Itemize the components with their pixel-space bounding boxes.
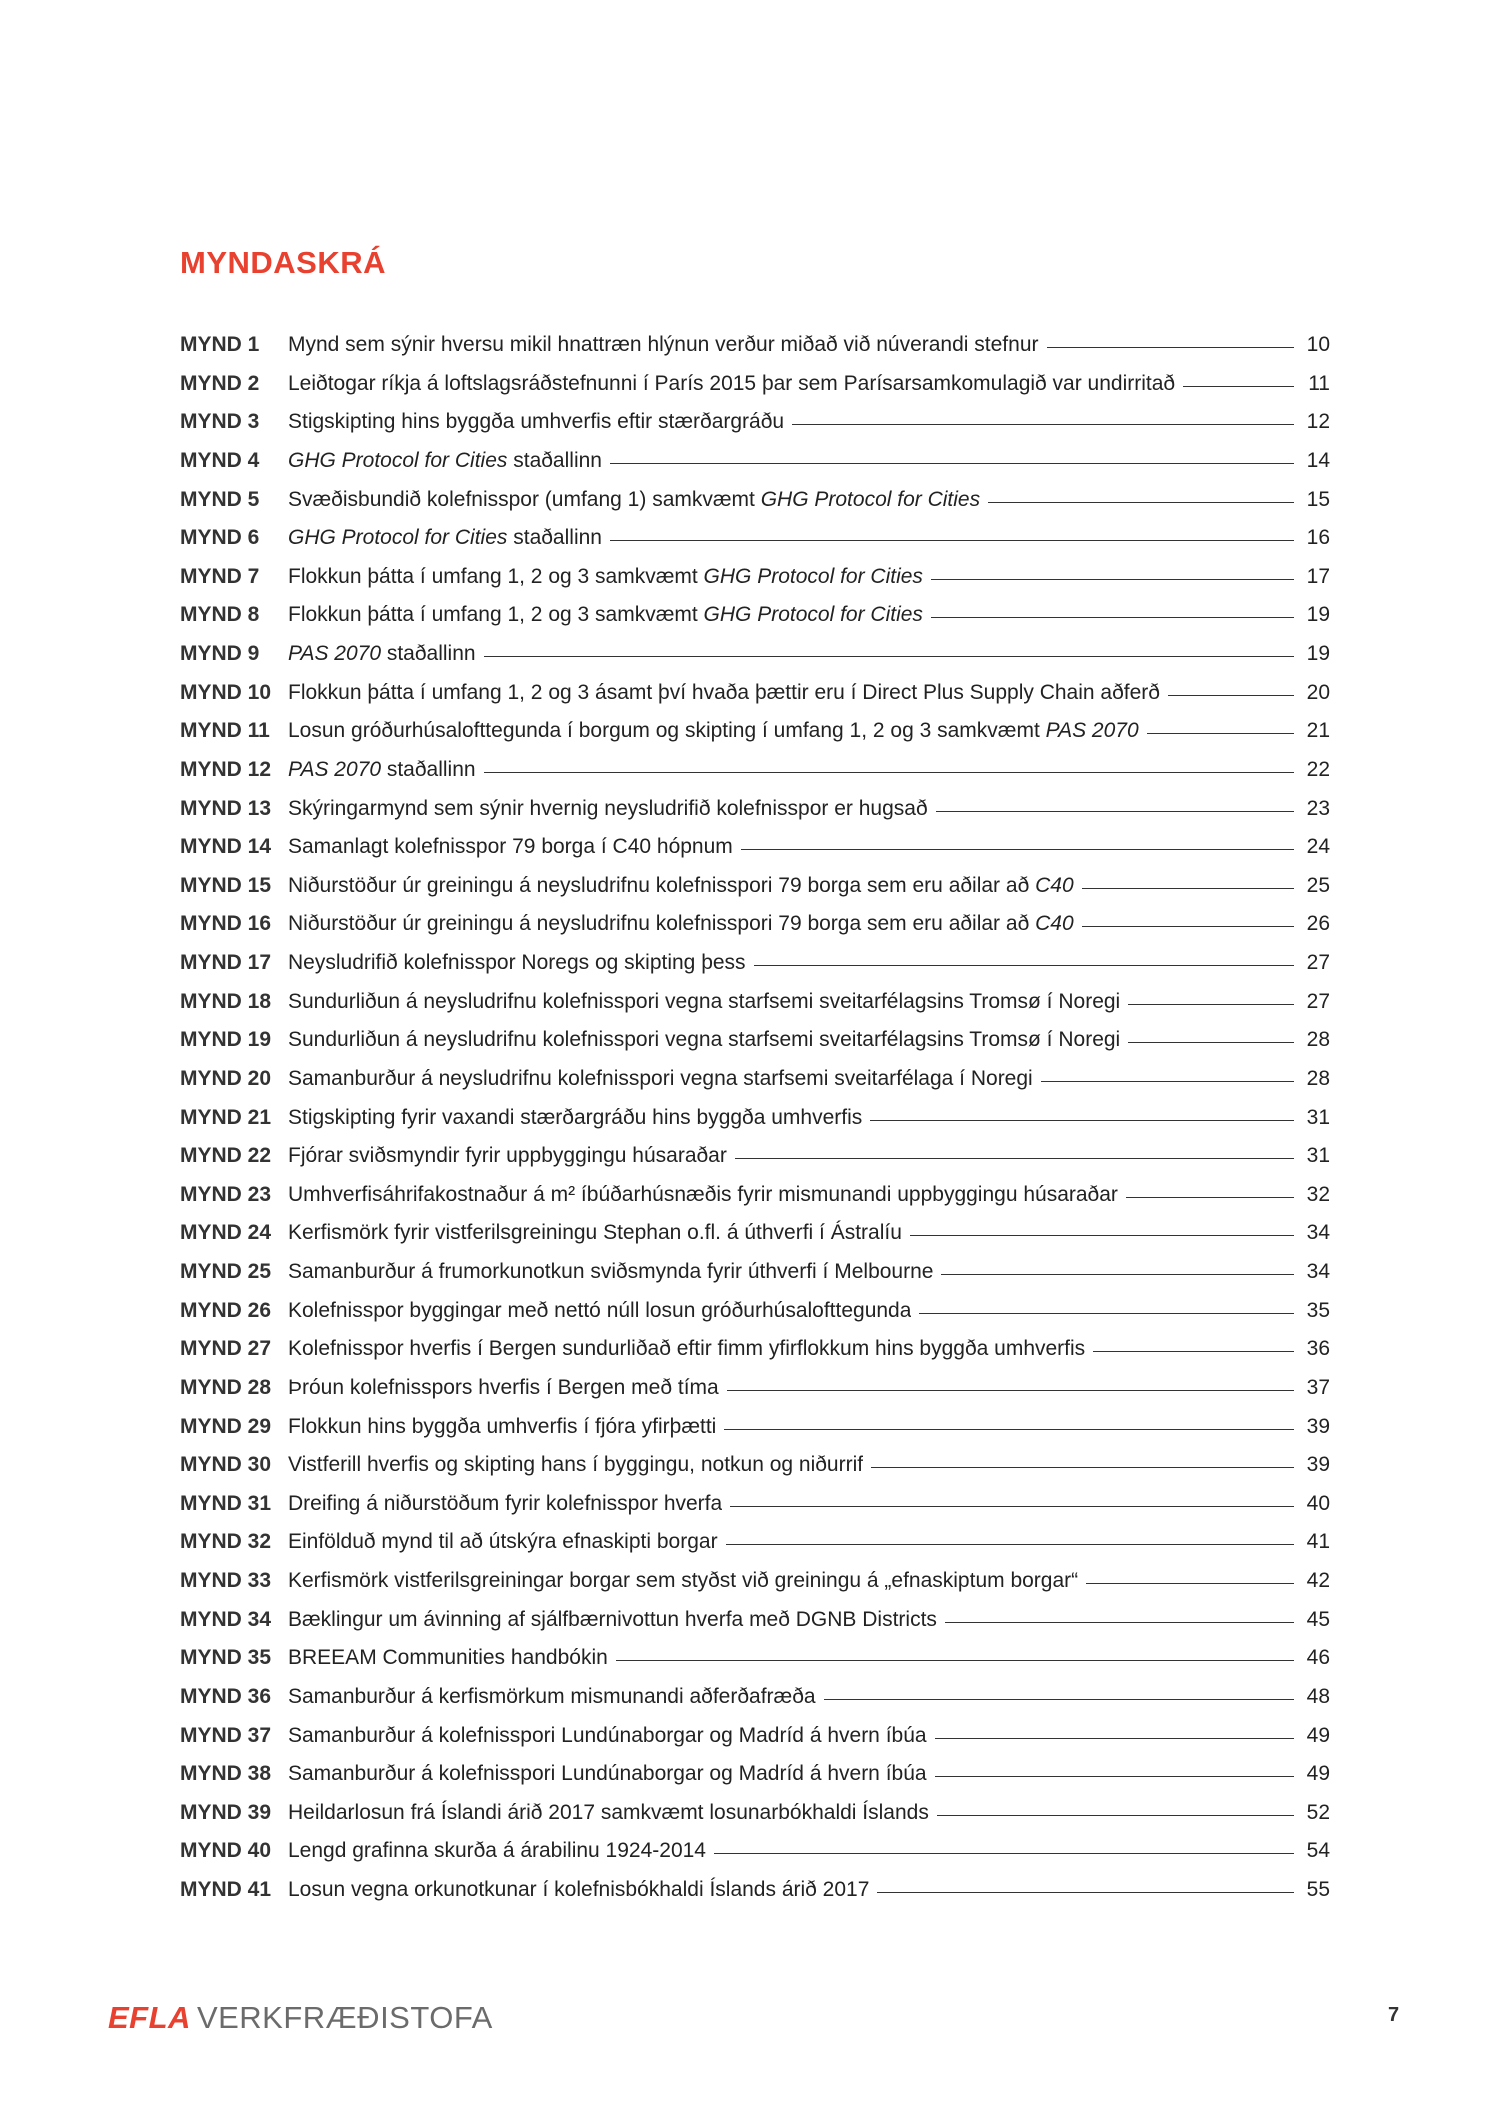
figure-page-number: 11	[1308, 371, 1330, 395]
figure-caption	[288, 1298, 911, 1324]
figure-caption	[288, 1800, 929, 1826]
toc-entry[interactable]	[180, 487, 1330, 526]
figure-page-number: 54	[1306, 1839, 1330, 1863]
logo-subtitle: VERKFRÆÐISTOFA	[196, 2000, 493, 2035]
caption-part: Kerfismörk vistferilsgreiningar borgar sem styðst við greiningu á „efnaskiptum borgar“	[288, 1569, 1079, 1592]
caption-part: Þróun kolefnisspors hverfis í Bergen með tíma	[288, 1375, 719, 1399]
toc-entry[interactable]	[180, 602, 1330, 641]
leader-line	[1086, 1583, 1294, 1584]
caption-part: Flokkun þátta í umfang 1, 2 og 3 samkvæmt	[288, 564, 704, 588]
leader-line	[1047, 347, 1295, 348]
figure-caption	[288, 1568, 1078, 1594]
figure-label: MYND 10	[180, 680, 272, 704]
figure-label: MYND 26	[180, 1298, 272, 1322]
leader-line	[1082, 926, 1294, 927]
caption-part: Losun vegna orkunotkunar í kolefnisbókhaldi Íslands árið 2017	[288, 1878, 870, 1901]
toc-entry[interactable]	[180, 1182, 1330, 1221]
leader-line	[741, 849, 1294, 850]
leader-line	[484, 656, 1294, 657]
caption-part: Leiðtogar ríkja á loftslagsráðstefnunni í París 2015 þar sem Parísarsamkomulagið var undirritað	[288, 371, 1176, 395]
figure-caption	[288, 1838, 706, 1864]
toc-entry[interactable]	[180, 1838, 1330, 1877]
caption-part: Niðurstöður úr greiningu á neysludrifnu kolefnisspori 79 borga sem eru aðilar að	[288, 873, 1036, 897]
toc-entry[interactable]	[180, 1645, 1330, 1684]
toc-entry[interactable]	[180, 332, 1330, 371]
leader-line	[724, 1429, 1294, 1430]
caption-part: Flokkun hins byggða umhverfis í fjóra yfirþætti	[288, 1414, 717, 1438]
figure-label: MYND 2	[180, 371, 260, 395]
leader-line	[936, 811, 1294, 812]
figure-label: MYND 14	[180, 835, 272, 859]
caption-part: Umhverfisáhrifakostnaður á m² íbúðarhúsnæðis fyrir mismunandi uppbyggingu húsaraðar	[288, 1182, 1118, 1206]
figure-caption	[288, 332, 1039, 358]
figure-page-number: 37	[1306, 1375, 1330, 1399]
figure-caption	[288, 1105, 862, 1131]
toc-entry[interactable]	[180, 1761, 1330, 1800]
logo-brand: EFLA	[108, 2000, 191, 2035]
toc-entry[interactable]	[180, 1414, 1330, 1453]
figure-page-number: 48	[1306, 1684, 1330, 1708]
toc-entry[interactable]	[180, 1800, 1330, 1839]
caption-italic-part: PAS 2070	[288, 757, 382, 781]
figure-page-number: 41	[1306, 1530, 1330, 1554]
leader-line	[931, 617, 1294, 618]
figure-page-number: 25	[1306, 873, 1330, 897]
figure-caption	[288, 409, 784, 435]
caption-part: Heildarlosun frá Íslandi árið 2017 samkvæmt losunarbókhaldi Íslands	[288, 1800, 929, 1824]
figure-label: MYND 6	[180, 526, 260, 550]
toc-entry[interactable]	[180, 1568, 1330, 1607]
figure-label: MYND 40	[180, 1839, 272, 1863]
toc-entry[interactable]	[180, 448, 1330, 487]
figure-label: MYND 9	[180, 642, 260, 665]
page-title: MYNDASKRÁ	[180, 245, 386, 280]
figure-page-number: 12	[1306, 410, 1330, 434]
toc-entry[interactable]	[180, 1491, 1330, 1530]
figure-caption	[288, 1375, 719, 1401]
toc-entry[interactable]	[180, 1105, 1330, 1144]
figure-caption	[288, 757, 476, 783]
figure-label: MYND 41	[180, 1878, 272, 1901]
figure-caption	[288, 1027, 1120, 1053]
leader-line	[484, 772, 1294, 773]
figure-label: MYND 30	[180, 1453, 272, 1477]
toc-entry[interactable]	[180, 950, 1330, 989]
figure-label: MYND 32	[180, 1530, 272, 1554]
company-logo	[108, 2000, 493, 2036]
caption-italic-part: C40	[1035, 912, 1074, 936]
leader-line	[910, 1235, 1294, 1236]
figure-label: MYND 33	[180, 1569, 272, 1592]
toc-entry[interactable]	[180, 680, 1330, 719]
toc-entry[interactable]	[180, 371, 1330, 410]
caption-part: staðallinn	[507, 448, 602, 472]
figure-label: MYND 1	[180, 333, 260, 356]
leader-line	[931, 579, 1294, 580]
figure-label: MYND 13	[180, 796, 272, 820]
figure-caption	[288, 1259, 933, 1285]
figure-label: MYND 24	[180, 1221, 272, 1245]
toc-entry[interactable]	[180, 1723, 1330, 1762]
leader-line	[1168, 695, 1294, 696]
caption-part: Kolefnisspor byggingar með nettó núll losun gróðurhúsalofttegunda	[288, 1298, 912, 1322]
caption-italic-part: GHG Protocol for Cities	[760, 487, 981, 511]
figure-page-number: 15	[1306, 487, 1330, 511]
leader-line	[610, 540, 1294, 541]
figure-page-number: 14	[1306, 448, 1330, 472]
figure-caption	[288, 1066, 1033, 1092]
toc-entry[interactable]	[180, 409, 1330, 448]
figure-page-number: 36	[1306, 1337, 1330, 1361]
figure-caption	[288, 911, 1074, 937]
figure-label: MYND 16	[180, 912, 272, 936]
figure-page-number: 17	[1306, 564, 1330, 588]
figure-page-number: 55	[1306, 1878, 1330, 1901]
figure-label: MYND 37	[180, 1723, 272, 1747]
leader-line	[988, 502, 1294, 503]
figure-page-number: 52	[1306, 1800, 1330, 1824]
figure-label: MYND 34	[180, 1607, 272, 1631]
caption-part: Sundurliðun á neysludrifnu kolefnisspori vegna starfsemi sveitarfélagsins Tromsø í Noregi	[288, 989, 1121, 1013]
figure-caption	[288, 371, 1175, 397]
figure-caption	[288, 989, 1120, 1015]
figure-label: MYND 36	[180, 1684, 272, 1708]
caption-part: Neysludrifið kolefnisspor Noregs og skipting þess	[288, 951, 746, 974]
leader-line	[1183, 386, 1294, 387]
figure-label: MYND 5	[180, 487, 260, 511]
figure-label: MYND 7	[180, 564, 260, 588]
toc-entry[interactable]	[180, 989, 1330, 1028]
figure-caption	[288, 1143, 727, 1169]
caption-italic-part: PAS 2070	[288, 642, 382, 665]
caption-part: Lengd grafinna skurða á árabilinu 1924-2014	[288, 1839, 706, 1863]
caption-part: Mynd sem sýnir hversu mikil hnattræn hlýnun verður miðað við núverandi stefnur	[288, 333, 1039, 356]
figure-caption	[288, 1607, 937, 1633]
figure-page-number: 39	[1306, 1453, 1330, 1477]
figure-page-number: 26	[1306, 912, 1330, 936]
leader-line	[714, 1853, 1294, 1854]
toc-entry[interactable]	[180, 1452, 1330, 1491]
caption-part: Samanlagt kolefnisspor 79 borga í C40 hópnum	[288, 835, 733, 859]
figure-label: MYND 12	[180, 757, 272, 781]
toc-entry[interactable]	[180, 873, 1330, 912]
figure-page-number: 24	[1306, 835, 1330, 859]
caption-part: Kerfismörk fyrir vistferilsgreiningu Stephan o.fl. á úthverfi í Ástralíu	[288, 1221, 902, 1245]
leader-line	[824, 1699, 1294, 1700]
toc-entry[interactable]	[180, 641, 1330, 680]
toc-entry[interactable]	[180, 564, 1330, 603]
figure-page-number: 21	[1306, 719, 1330, 743]
leader-line	[1128, 1004, 1294, 1005]
figure-page-number: 45	[1306, 1607, 1330, 1631]
caption-italic-part: C40	[1035, 873, 1074, 897]
toc-entry[interactable]	[180, 1336, 1330, 1375]
figure-label: MYND 19	[180, 1028, 272, 1052]
figure-label: MYND 27	[180, 1337, 272, 1361]
leader-line	[1126, 1197, 1294, 1198]
figure-page-number: 31	[1306, 1144, 1330, 1168]
figure-caption	[288, 602, 923, 628]
caption-italic-part: GHG Protocol for Cities	[703, 564, 923, 588]
figure-page-number: 49	[1306, 1723, 1330, 1747]
leader-line	[730, 1506, 1294, 1507]
figure-page-number: 40	[1306, 1491, 1330, 1515]
figure-caption	[288, 448, 602, 474]
caption-part: Fjórar sviðsmyndir fyrir uppbyggingu húsaraðar	[288, 1144, 727, 1168]
toc-entry[interactable]	[180, 911, 1330, 950]
figure-label: MYND 29	[180, 1414, 272, 1438]
figure-caption	[288, 1491, 722, 1517]
figure-page-number: 39	[1306, 1414, 1330, 1438]
figure-caption	[288, 1684, 816, 1710]
figure-label: MYND 8	[180, 603, 260, 627]
leader-line	[616, 1660, 1294, 1661]
caption-part: Vistferill hverfis og skipting hans í byggingu, notkun og niðurrif	[288, 1453, 864, 1477]
caption-part: Samanburður á kolefnisspori Lundúnaborgar og Madríd á hvern íbúa	[288, 1723, 927, 1747]
toc-entry[interactable]	[180, 525, 1330, 564]
figure-caption	[288, 564, 923, 590]
figure-label: MYND 3	[180, 410, 260, 434]
figure-label: MYND 25	[180, 1260, 272, 1283]
page-number: 7	[1388, 2004, 1400, 2026]
leader-line	[941, 1274, 1294, 1275]
toc-entry[interactable]	[180, 1684, 1330, 1723]
caption-part: Samanburður á neysludrifnu kolefnisspori vegna starfsemi sveitarfélaga í Noregi	[288, 1066, 1033, 1090]
figure-page-number: 32	[1306, 1182, 1330, 1206]
figure-caption	[288, 641, 476, 667]
figure-caption	[288, 1220, 902, 1246]
figure-label: MYND 20	[180, 1066, 272, 1090]
caption-part: Stigskipting fyrir vaxandi stærðargráðu hins byggða umhverfis	[288, 1105, 863, 1129]
figure-page-number: 28	[1306, 1028, 1330, 1052]
figure-caption	[288, 1645, 608, 1671]
leader-line	[726, 1544, 1294, 1545]
toc-entry[interactable]	[180, 796, 1330, 835]
figure-caption	[288, 1529, 718, 1555]
figure-label: MYND 22	[180, 1144, 272, 1168]
toc-entry[interactable]	[180, 1607, 1330, 1646]
figure-page-number: 49	[1306, 1762, 1330, 1786]
toc-entry[interactable]	[180, 1220, 1330, 1259]
figure-caption	[288, 487, 980, 513]
figure-label: MYND 38	[180, 1762, 272, 1786]
caption-part: Bæklingur um ávinning af sjálfbærnivottun hverfa með DGNB Districts	[288, 1607, 937, 1631]
caption-italic-part: PAS 2070	[1045, 719, 1139, 743]
figure-caption	[288, 1182, 1118, 1208]
caption-part: Sundurliðun á neysludrifnu kolefnisspori vegna starfsemi sveitarfélagsins Tromsø í Noregi	[288, 1028, 1121, 1052]
toc-entry[interactable]	[180, 834, 1330, 873]
toc-entry[interactable]	[180, 1143, 1330, 1182]
figure-page-number: 20	[1306, 680, 1330, 704]
figure-caption	[288, 796, 928, 822]
toc-entry[interactable]	[180, 757, 1330, 796]
caption-part: staðallinn	[381, 757, 476, 781]
figure-label: MYND 18	[180, 989, 272, 1013]
caption-part: Samanburður á frumorkunotkun sviðsmynda fyrir úthverfi í Melbourne	[288, 1260, 934, 1283]
toc-entry[interactable]	[180, 1027, 1330, 1066]
leader-line	[945, 1622, 1294, 1623]
figure-page-number: 19	[1306, 603, 1330, 627]
figure-label: MYND 11	[180, 719, 270, 743]
leader-line	[919, 1313, 1294, 1314]
figure-label: MYND 35	[180, 1646, 272, 1670]
figure-caption	[288, 1452, 863, 1478]
figure-caption	[288, 834, 733, 860]
figure-caption	[288, 525, 602, 551]
caption-part: Stigskipting hins byggða umhverfis eftir stærðargráðu	[288, 410, 785, 434]
toc-entry[interactable]	[180, 1877, 1330, 1916]
leader-line	[792, 424, 1294, 425]
caption-part: Samanburður á kolefnisspori Lundúnaborgar og Madríd á hvern íbúa	[288, 1762, 927, 1786]
leader-line	[937, 1815, 1294, 1816]
leader-line	[754, 965, 1294, 966]
caption-part: staðallinn	[381, 642, 476, 665]
figure-page-number: 16	[1306, 526, 1330, 550]
leader-line	[1082, 888, 1294, 889]
caption-part: Svæðisbundið kolefnisspor (umfang 1) samkvæmt	[288, 487, 761, 511]
figure-page-number: 46	[1306, 1646, 1330, 1670]
leader-line	[1093, 1351, 1294, 1352]
toc-entry[interactable]	[180, 1529, 1330, 1568]
caption-part: BREEAM Communities handbókin	[288, 1646, 608, 1670]
caption-part: staðallinn	[507, 526, 602, 550]
figure-page-number: 42	[1306, 1569, 1330, 1592]
caption-part: Niðurstöður úr greiningu á neysludrifnu kolefnisspori 79 borga sem eru aðilar að	[288, 912, 1036, 936]
figure-page-number: 34	[1306, 1221, 1330, 1245]
caption-italic-part: GHG Protocol for Cities	[288, 448, 508, 472]
figure-caption	[288, 1336, 1085, 1362]
leader-line	[877, 1892, 1294, 1893]
figure-page-number: 34	[1306, 1260, 1330, 1283]
figure-label: MYND 15	[180, 873, 272, 897]
toc-entry[interactable]	[180, 1066, 1330, 1105]
figure-caption	[288, 680, 1160, 706]
figure-page-number: 23	[1306, 796, 1330, 820]
caption-part: Einfölduð mynd til að útskýra efnaskipti borgar	[288, 1530, 718, 1554]
leader-line	[935, 1738, 1294, 1739]
figure-page-number: 28	[1306, 1066, 1330, 1090]
leader-line	[727, 1390, 1294, 1391]
caption-part: Flokkun þátta í umfang 1, 2 og 3 samkvæmt	[288, 603, 704, 627]
figure-caption	[288, 718, 1139, 744]
caption-part: Kolefnisspor hverfis í Bergen sundurliðað eftir fimm yfirflokkum hins byggða umhverfis	[288, 1337, 1086, 1361]
figure-page-number: 22	[1306, 757, 1330, 781]
figure-label: MYND 28	[180, 1375, 272, 1399]
figure-page-number: 10	[1306, 333, 1330, 356]
caption-part: Samanburður á kerfismörkum mismunandi aðferðafræða	[288, 1684, 816, 1708]
figure-list	[180, 332, 1330, 1916]
figure-page-number: 27	[1306, 951, 1330, 974]
figure-label: MYND 21	[180, 1105, 272, 1129]
figure-label: MYND 23	[180, 1182, 272, 1206]
figure-page-number: 31	[1306, 1105, 1330, 1129]
caption-italic-part: GHG Protocol for Cities	[288, 526, 508, 550]
toc-entry[interactable]	[180, 1259, 1330, 1298]
caption-part: Flokkun þátta í umfang 1, 2 og 3 ásamt því hvaða þættir eru í Direct Plus Supply Chain aðferð	[288, 680, 1160, 704]
figure-caption	[288, 1761, 927, 1787]
figure-label: MYND 31	[180, 1491, 272, 1515]
leader-line	[1147, 733, 1294, 734]
leader-line	[1128, 1042, 1294, 1043]
figure-caption	[288, 1414, 716, 1440]
leader-line	[870, 1120, 1294, 1121]
caption-part: Skýringarmynd sem sýnir hvernig neysludrifið kolefnisspor er hugsað	[288, 796, 928, 820]
figure-caption	[288, 1723, 927, 1749]
figure-label: MYND 39	[180, 1800, 272, 1824]
leader-line	[735, 1158, 1294, 1159]
toc-entry[interactable]	[180, 1375, 1330, 1414]
figure-page-number: 19	[1306, 642, 1330, 665]
leader-line	[871, 1467, 1294, 1468]
figure-page-number: 27	[1306, 989, 1330, 1013]
leader-line	[610, 463, 1294, 464]
figure-caption	[288, 1877, 869, 1903]
toc-entry[interactable]	[180, 718, 1330, 757]
caption-part: Dreifing á niðurstöðum fyrir kolefnisspor hverfa	[288, 1491, 723, 1515]
leader-line	[1041, 1081, 1294, 1082]
figure-label: MYND 17	[180, 951, 272, 974]
caption-italic-part: GHG Protocol for Cities	[703, 603, 923, 627]
leader-line	[935, 1776, 1294, 1777]
caption-part: Losun gróðurhúsalofttegunda í borgum og skipting í umfang 1, 2 og 3 samkvæmt	[288, 719, 1046, 743]
figure-caption	[288, 950, 746, 976]
figure-label: MYND 4	[180, 448, 260, 472]
figure-page-number: 35	[1306, 1298, 1330, 1322]
figure-caption	[288, 873, 1074, 899]
toc-entry[interactable]	[180, 1298, 1330, 1337]
